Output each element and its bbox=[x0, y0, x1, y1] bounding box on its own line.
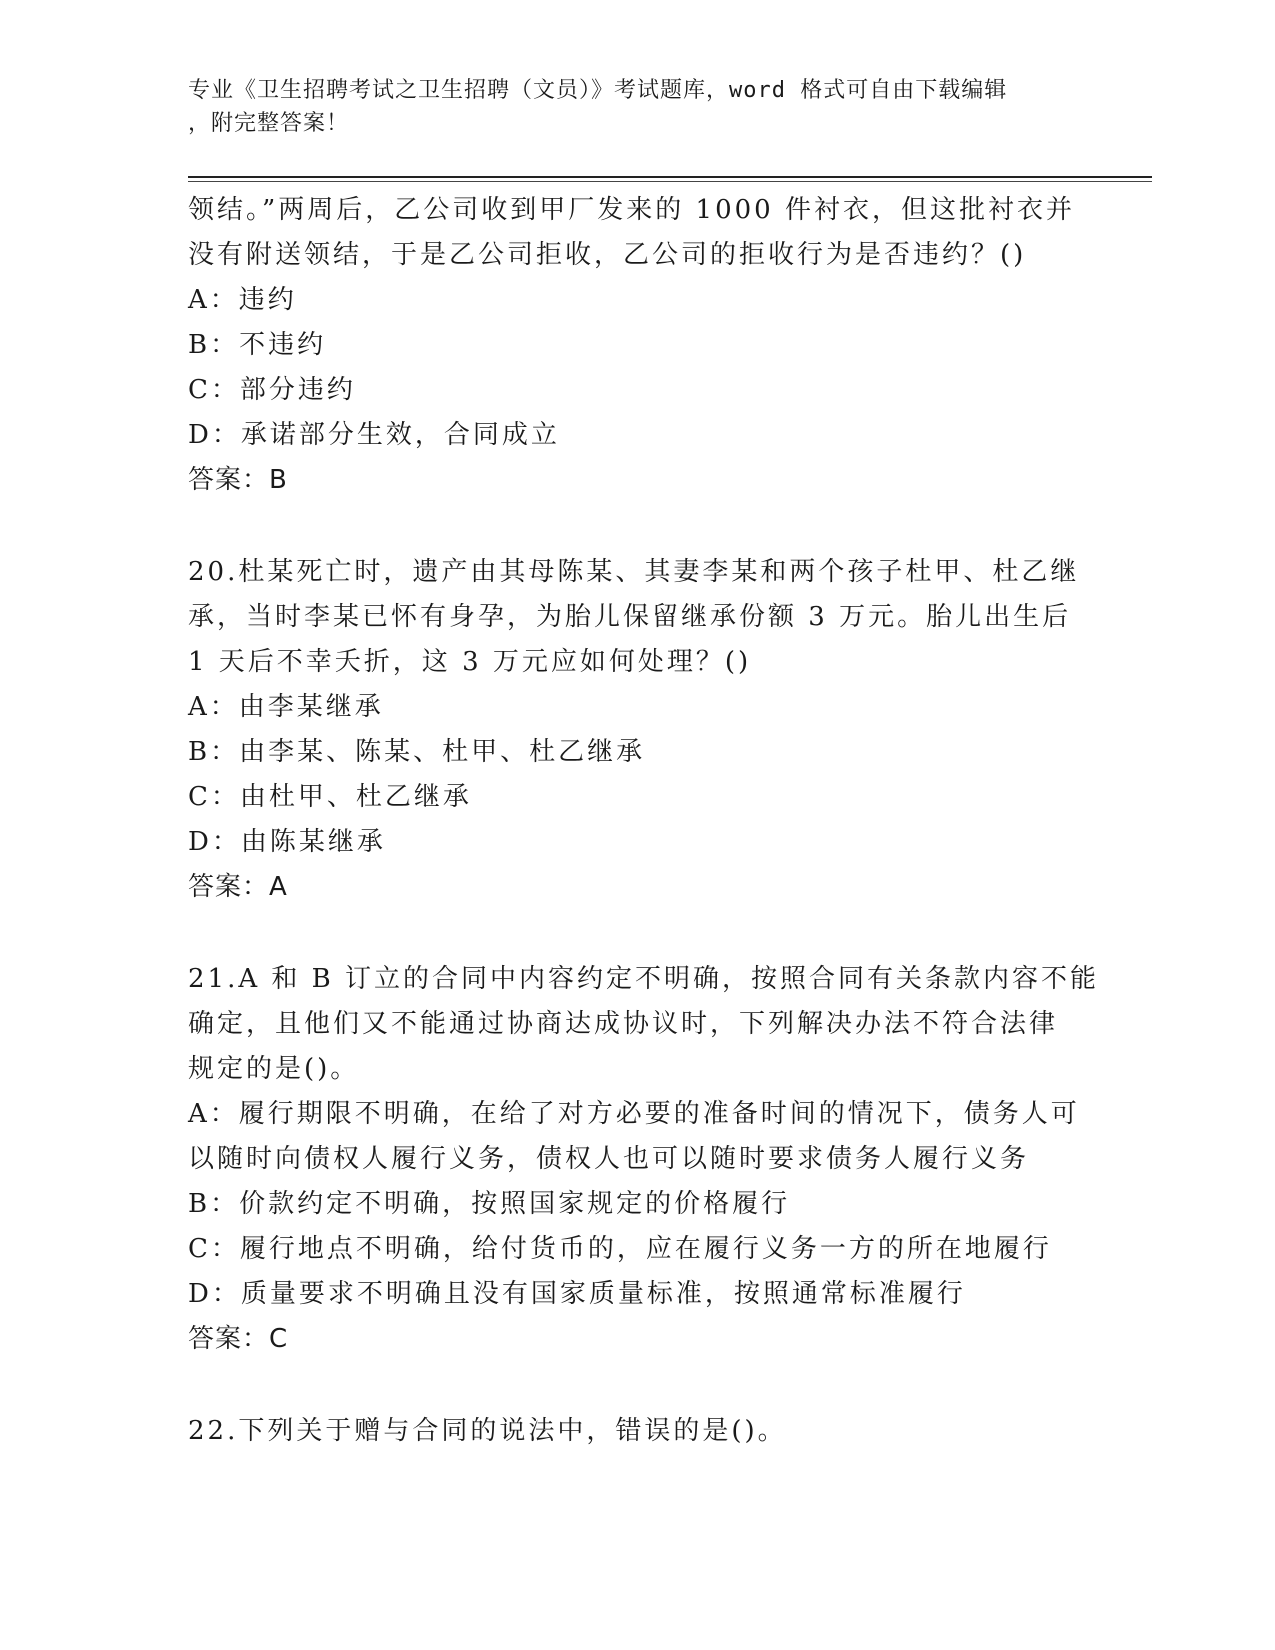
answer-option-line: D：承诺部分生效，合同成立 bbox=[188, 420, 560, 450]
answer-option-line: D：由陈某继承 bbox=[188, 827, 386, 857]
question-stem-line: 1 天后不幸夭折，这 3 万元应如何处理？() bbox=[188, 647, 752, 677]
answer-option bbox=[188, 323, 1088, 368]
answer-option-line: C：部分违约 bbox=[188, 375, 356, 405]
answer-option bbox=[188, 685, 1088, 730]
question-stem-line: 规定的是()。 bbox=[188, 1054, 360, 1084]
question-stem-line: 承，当时李某已怀有身孕，为胎儿保留继承份额 3 万元。胎儿出生后 bbox=[188, 602, 1072, 632]
question-block bbox=[188, 550, 1088, 910]
answer-option bbox=[188, 1092, 1088, 1182]
question-stem-line: 22.下列关于赠与合同的说法中，错误的是()。 bbox=[188, 1416, 787, 1446]
answer-key: 答案：A bbox=[188, 872, 288, 902]
answer-option-line: 以随时向债权人履行义务，债权人也可以随时要求债务人履行义务 bbox=[188, 1144, 1030, 1174]
answer-option-line: C：由杜甲、杜乙继承 bbox=[188, 782, 472, 812]
question-stem-line: 21.A 和 B 订立的合同中内容约定不明确，按照合同有关条款内容不能 bbox=[188, 964, 1100, 994]
answer-option bbox=[188, 730, 1088, 775]
header-divider-thin bbox=[188, 181, 1152, 182]
answer-option-line: B：价款约定不明确，按照国家规定的价格履行 bbox=[188, 1189, 791, 1219]
answer-key: 答案：B bbox=[188, 465, 288, 495]
answer-option-line: B：由李某、陈某、杜甲、杜乙继承 bbox=[188, 737, 646, 767]
answer-option-line: C：履行地点不明确，给付货币的，应在履行义务一方的所在地履行 bbox=[188, 1234, 1052, 1264]
answer-option bbox=[188, 1182, 1088, 1227]
question-stem-line: 确定，且他们又不能通过协商达成协议时，下列解决办法不符合法律 bbox=[188, 1009, 1059, 1039]
question-block bbox=[188, 188, 1088, 503]
header-divider bbox=[188, 176, 1152, 178]
answer-option bbox=[188, 368, 1088, 413]
question-stem-line: 没有附送领结，于是乙公司拒收，乙公司的拒收行为是否违约？() bbox=[188, 240, 1027, 270]
answer-option bbox=[188, 1272, 1088, 1317]
answer-option bbox=[188, 775, 1088, 820]
answer-key: 答案：C bbox=[188, 1324, 289, 1354]
answer-option bbox=[188, 278, 1088, 323]
answer-option bbox=[188, 820, 1088, 865]
page-header bbox=[188, 74, 1068, 140]
answer-option-line: A：履行期限不明确，在给了对方必要的准备时间的情况下，债务人可 bbox=[188, 1099, 1080, 1129]
answer-option-line: B：不违约 bbox=[188, 330, 327, 360]
question-block bbox=[188, 957, 1100, 1362]
question-block bbox=[188, 1409, 1088, 1454]
answer-option bbox=[188, 1227, 1088, 1272]
answer-option-line: D：质量要求不明确且没有国家质量标准，按照通常标准履行 bbox=[188, 1279, 966, 1309]
header-line-2: ，附完整答案！ bbox=[188, 111, 350, 136]
question-stem-line: 20.杜某死亡时，遗产由其母陈某、其妻李某和两个孩子杜甲、杜乙继 bbox=[188, 557, 1080, 587]
question-stem-line: 领结。”两周后，乙公司收到甲厂发来的 1000 件衬衣，但这批衬衣并 bbox=[188, 195, 1075, 225]
answer-option-line: A：由李某继承 bbox=[188, 692, 384, 722]
answer-option bbox=[188, 413, 1088, 458]
header-line-1: 专业《卫生招聘考试之卫生招聘（文员）》考试题库，word 格式可自由下载编辑 bbox=[188, 78, 1008, 103]
answer-option-line: A：违约 bbox=[188, 285, 297, 315]
question-list bbox=[188, 188, 1100, 1454]
